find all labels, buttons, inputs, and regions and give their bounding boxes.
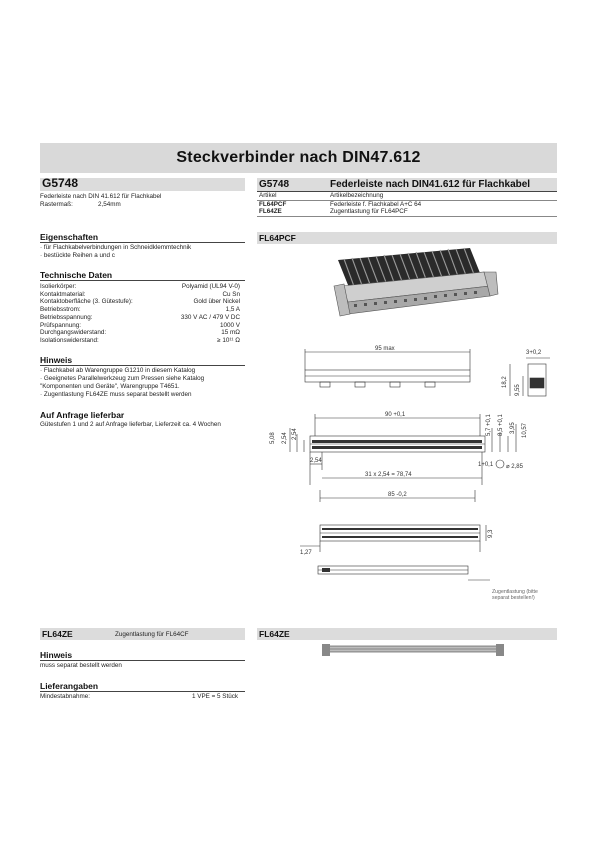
spec-row bbox=[40, 322, 240, 330]
dim-label: 31 x 2,54 = 78,74 bbox=[365, 472, 412, 478]
raster-label: Rastermaß: bbox=[40, 201, 73, 208]
dim-label: 1+0,1 bbox=[478, 462, 494, 468]
anfrage-title: Auf Anfrage lieferbar bbox=[40, 410, 125, 420]
bottom-left-code: FL64ZE bbox=[42, 629, 73, 639]
eigenschaften-rule bbox=[40, 242, 245, 243]
spec-label: Kontaktmaterial: bbox=[40, 290, 86, 298]
dim-label: 85 -0,2 bbox=[388, 492, 407, 498]
dim-label: 2,54 bbox=[292, 428, 298, 440]
dim-label: ⌀ 2,85 bbox=[506, 464, 523, 470]
spec-value: Cu Sn bbox=[222, 290, 240, 298]
spec-label: Betriebsspannung: bbox=[40, 313, 93, 321]
tech-title: Technische Daten bbox=[40, 270, 113, 280]
bottom-right-code: FL64ZE bbox=[259, 629, 290, 639]
dim-label: 18,2 bbox=[502, 376, 508, 388]
page-title: Steckverbinder nach DIN47.612 bbox=[176, 149, 421, 166]
bottom-hinweis-text: muss separat bestellt werden bbox=[40, 662, 122, 669]
hinweis-item: · Flachkabel ab Warengruppe G1210 in diesem Katalog bbox=[40, 367, 196, 374]
dim-label: 5,08 bbox=[270, 432, 276, 444]
liefer-label: Mindestabnahme: bbox=[40, 693, 91, 700]
spec-value: 15 mΩ bbox=[221, 329, 240, 337]
liefer-rule bbox=[40, 691, 245, 692]
spec-value: 330 V AC / 479 V DC bbox=[180, 313, 240, 321]
eigenschaften-title: Eigenschaften bbox=[40, 232, 99, 242]
left-description: Federleiste nach DIN 41.612 für Flachkabel bbox=[40, 193, 162, 200]
hinweis-item: · Zugentlastung FL64ZE muss separat bestellt werden bbox=[40, 391, 192, 398]
left-product-code: G5748 bbox=[42, 176, 79, 190]
zug-note-line: Zugentlastung (bitte bbox=[492, 589, 538, 595]
bottom-hinweis-title: Hinweis bbox=[40, 650, 73, 660]
dim-label: 9,3 bbox=[488, 529, 494, 538]
bottom-left-desc: Zugentlastung für FL64CF bbox=[115, 631, 189, 638]
strain-relief-photo bbox=[322, 640, 504, 660]
bottom-hinweis-rule bbox=[40, 660, 245, 661]
article-code-2: FL64ZE bbox=[259, 208, 282, 215]
image-label: FL64PCF bbox=[259, 233, 296, 243]
eigenschaften-item: · bestückte Reihen a und c bbox=[40, 252, 115, 259]
spec-value: 1,5 A bbox=[225, 306, 240, 314]
spec-value: ≥ 10¹¹ Ω bbox=[217, 336, 240, 344]
dim-label: 2,54 bbox=[282, 432, 288, 444]
spec-row bbox=[40, 291, 240, 299]
liefer-value: 1 VPE = 5 Stück bbox=[192, 693, 239, 700]
spec-label: Isolationswiderstand: bbox=[40, 336, 99, 344]
spec-label: Betriebsstrom: bbox=[40, 306, 81, 314]
right-table-bottom-rule bbox=[257, 216, 557, 217]
dim-label: 95 max bbox=[375, 346, 395, 352]
spec-row bbox=[40, 329, 240, 337]
anfrage-text: Gütestufen 1 und 2 auf Anfrage lieferbar, Lieferzeit ca. 4 Wochen bbox=[40, 421, 221, 428]
dim-label: 10,57 bbox=[522, 422, 528, 438]
dim-label: 3+0,2 bbox=[526, 350, 542, 356]
raster-value: 2,54mm bbox=[98, 201, 121, 208]
page-title-bar bbox=[40, 143, 557, 173]
dim-label: 8,5 +0,1 bbox=[498, 414, 504, 436]
dim-label: 1,27 bbox=[300, 550, 312, 556]
dim-label: 5,7 +0,1 bbox=[486, 414, 492, 436]
hinweis-item: "Komponenten und Geräte", Warengruppe T4651. bbox=[40, 383, 180, 390]
dim-label: 2,54 bbox=[310, 458, 322, 464]
spec-row bbox=[40, 314, 240, 322]
hinweis-title: Hinweis bbox=[40, 355, 73, 365]
hinweis-rule bbox=[40, 365, 245, 366]
spec-label: Durchgangswiderstand: bbox=[40, 329, 107, 337]
zug-note-line: separat bestellen!) bbox=[492, 595, 535, 601]
col-bezeichnung: Artikelbezeichnung bbox=[330, 192, 384, 199]
spec-row bbox=[40, 337, 240, 345]
technical-drawing bbox=[260, 340, 560, 610]
spec-label: Prüfspannung: bbox=[40, 321, 81, 329]
article-desc-2: Zugentlastung für FL64PCF bbox=[330, 208, 408, 215]
tech-rule bbox=[40, 280, 245, 281]
liefer-title: Lieferangaben bbox=[40, 681, 99, 691]
dim-label: 9,55 bbox=[515, 384, 521, 396]
dim-label: 90 +0,1 bbox=[385, 412, 406, 418]
spec-label: Isolierkörper: bbox=[40, 283, 77, 290]
right-header-title: Federleiste nach DIN41.612 für Flachkabel bbox=[330, 179, 531, 190]
spec-value: 1000 V bbox=[220, 321, 240, 329]
spec-value: Polyamid (UL94 V-0) bbox=[181, 283, 240, 290]
spec-row bbox=[40, 306, 240, 314]
col-artikel: Artikel bbox=[259, 192, 277, 199]
spec-value: Gold über Nickel bbox=[193, 298, 240, 306]
connector-photo bbox=[320, 242, 500, 322]
spec-label: Kontaktoberfläche (3. Gütestufe): bbox=[40, 298, 133, 306]
hinweis-item: · Geeignetes Parallelwerkzeug zum Pressen siehe Katalog bbox=[40, 375, 205, 382]
right-header-rule bbox=[257, 191, 557, 192]
dim-label: 3,95 bbox=[510, 422, 516, 434]
right-product-code: G5748 bbox=[259, 179, 290, 190]
spec-row bbox=[40, 298, 240, 306]
article-desc-1: Federleiste f. Flachkabel A+C 64 bbox=[330, 201, 422, 208]
eigenschaften-item: · für Flachkabelverbindungen in Schneidklemmtechnik bbox=[40, 244, 192, 251]
bottom-right-band bbox=[257, 628, 557, 640]
tech-spec-table bbox=[40, 283, 240, 345]
spec-row bbox=[40, 283, 240, 291]
article-code-1: FL64PCF bbox=[259, 201, 287, 208]
